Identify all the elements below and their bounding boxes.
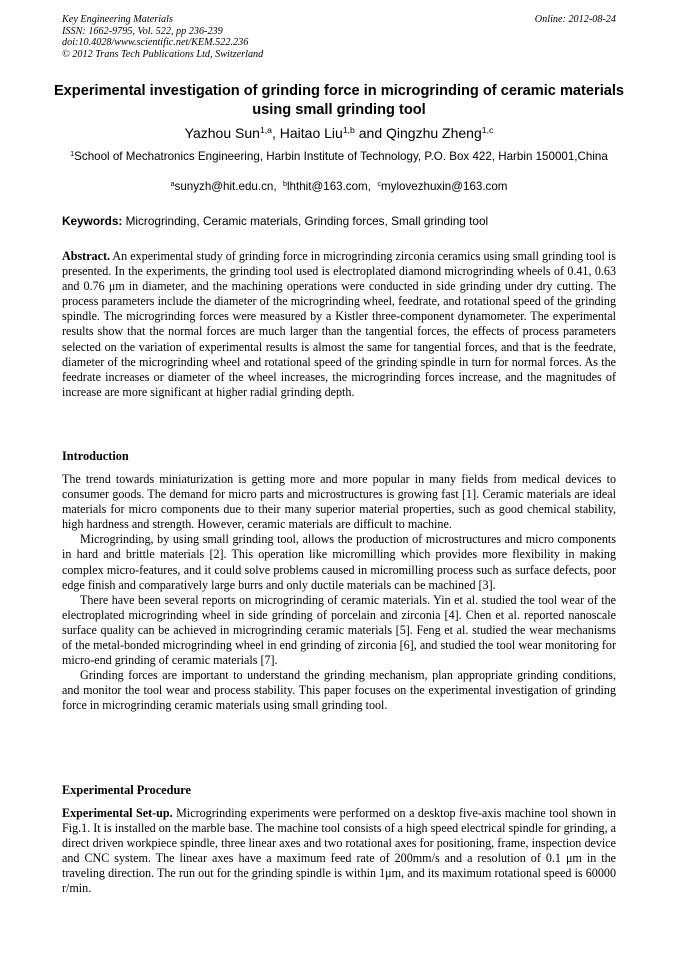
running-header — [62, 14, 616, 60]
author-name: Qingzhu Zheng — [386, 125, 482, 141]
copyright-line: © 2012 Trans Tech Publications Ltd, Switzerland — [62, 48, 264, 60]
abstract-label: Abstract. — [62, 249, 111, 263]
setup-body — [62, 806, 616, 897]
author-superscript: 1,a — [259, 125, 272, 136]
section-heading-introduction: Introduction — [62, 449, 129, 463]
author-superscript: 1,c — [481, 125, 494, 136]
email-superscript: c — [377, 179, 381, 189]
email-link[interactable]: mylovezhuxin@163.com — [380, 180, 508, 193]
author-name: Yazhou Sun — [184, 125, 260, 141]
abstract-text: An experimental study of grinding force in microgrinding zirconia ceramics using small grinding tool is presented. In the experiments, the grinding tool used is electroplated diamond microgrinding wheels of 0.41, 0.63 and 0.76 μm in diameter, and the machining operations were conducted in side grinding under dry cutting. The process parameters include the diameter of the microgrinding wheel, feedrate, and rotational speed of the grinding spindle. The microgrinding forces were measured by a Kistler three-component dynamometer. The experimental results show that the normal forces are much larger than the tangential forces, the effects of process parameters selected on the variation of experimental results is almost the same for tangential forces, and that is the feedrate, diameter of the microgrinding wheel and rotational speed of the grinding spindle in turn for normal forces. As the feedrate increases or diameter of the wheel increases, the microgrinding forces increase, and the magnitudes of increase are more significant at higher radial grinding depth. — [62, 249, 616, 399]
journal-name: Key Engineering Materials — [62, 14, 173, 25]
paragraph: There have been several reports on microgrinding of ceramic materials. Yin et al. studied the tool wear of the electroplated microgrinding wheel in side grinding of porcelain and zirconia [4]. Chen et al. reported nanoscale surface quality can be achieved in microgrinding ceramic materials [5]. Feng et al. studied the wear mechanisms of the metal-bonded microgrinding wheel in end grinding of zirconia [6], and studied the tool wear monitoring for micro-end grinding of ceramic materials [7]. — [62, 592, 616, 668]
online-date: Online: 2012-08-24 — [534, 14, 616, 25]
author-name: Haitao Liu — [279, 125, 343, 141]
keywords-text: Microgrinding, Ceramic materials, Grinding forces, Small grinding tool — [122, 214, 489, 228]
affiliation-text: School of Mechatronics Engineering, Harbin Institute of Technology, P.O. Box 422, Harbin 150001,China — [74, 150, 608, 163]
author-superscript: 1,b — [342, 125, 355, 136]
email-superscript: b — [282, 179, 287, 189]
affiliation — [62, 150, 616, 164]
issn-line: ISSN: 1662-9795, Vol. 522, pp 236-239 — [62, 25, 223, 37]
email-link[interactable]: lhthit@163.com — [286, 180, 368, 193]
abstract — [62, 249, 616, 400]
email-list: $^a$sunyzh@hit.edu.cn, $^b$lhthit@163.com, $^c$mylovezhuxin@163.com — [170, 179, 508, 193]
author-conjunction: and — [354, 125, 387, 141]
paragraph: Grinding forces are important to understand the grinding mechanism, plan appropriate grinding conditions, and monitor the tool wear and process stability. This paper focuses on the experimental investigation of grinding force in microgrinding ceramic materials using small grinding tool. — [62, 668, 616, 713]
email-superscript: a — [170, 179, 175, 189]
paragraph: Microgrinding, by using small grinding tool, allows the production of microstructures and micro components in hard and brittle materials [2]. This operation like micromilling which provides more flexibility in making complex micro-features, and it could solve problems caused in micromilling process such as surface defects, poor edge finish and comparatively large burrs and only ductile materials can be machined [3]. — [62, 532, 616, 592]
setup-label: Experimental Set-up. — [62, 806, 173, 820]
doi-line: doi:10.4028/www.scientific.net/KEM.522.236 — [62, 37, 249, 49]
keywords — [62, 214, 616, 229]
author-separator: , — [271, 125, 280, 141]
author-list — [0, 124, 678, 142]
paragraph: The trend towards miniaturization is getting more and more popular in many fields from medical devices to consumer goods. The demand for micro parts and microstructures is growing fast [1]. Ceramic materials are ideal materials for micro components due to their many superior material properties, such as good chemical stability, high hardness and strength. However, ceramic materials are difficult to machine. — [62, 472, 616, 532]
affiliation-superscript: 1 — [70, 149, 75, 159]
section-heading-procedure: Experimental Procedure — [62, 783, 191, 797]
keywords-label: Keywords: — [62, 214, 123, 228]
email-link[interactable]: sunyzh@hit.edu.cn — [174, 180, 274, 193]
introduction-body — [62, 472, 616, 714]
setup-text: Microgrinding experiments were performed on a desktop five-axis machine tool shown in Fig.1. It is installed on the marble base. The machine tool consists of a high speed electrical spindle for grinding, a direct driven workpiece spindle, three linear axes and two rotational axes for positioning, frame, inspection device and CNC system. The linear axes have a maximum feed rate of 200mm/s and a resolution of 0.1 μm in the traveling direction. The run out for the grinding spindle is within 1μm, and its maximum rotational speed is 60000 r/min. — [62, 806, 616, 896]
paragraph — [62, 806, 616, 897]
paper-title: Experimental investigation of grinding force in microgrinding of ceramic materials using small grinding tool — [53, 83, 625, 118]
